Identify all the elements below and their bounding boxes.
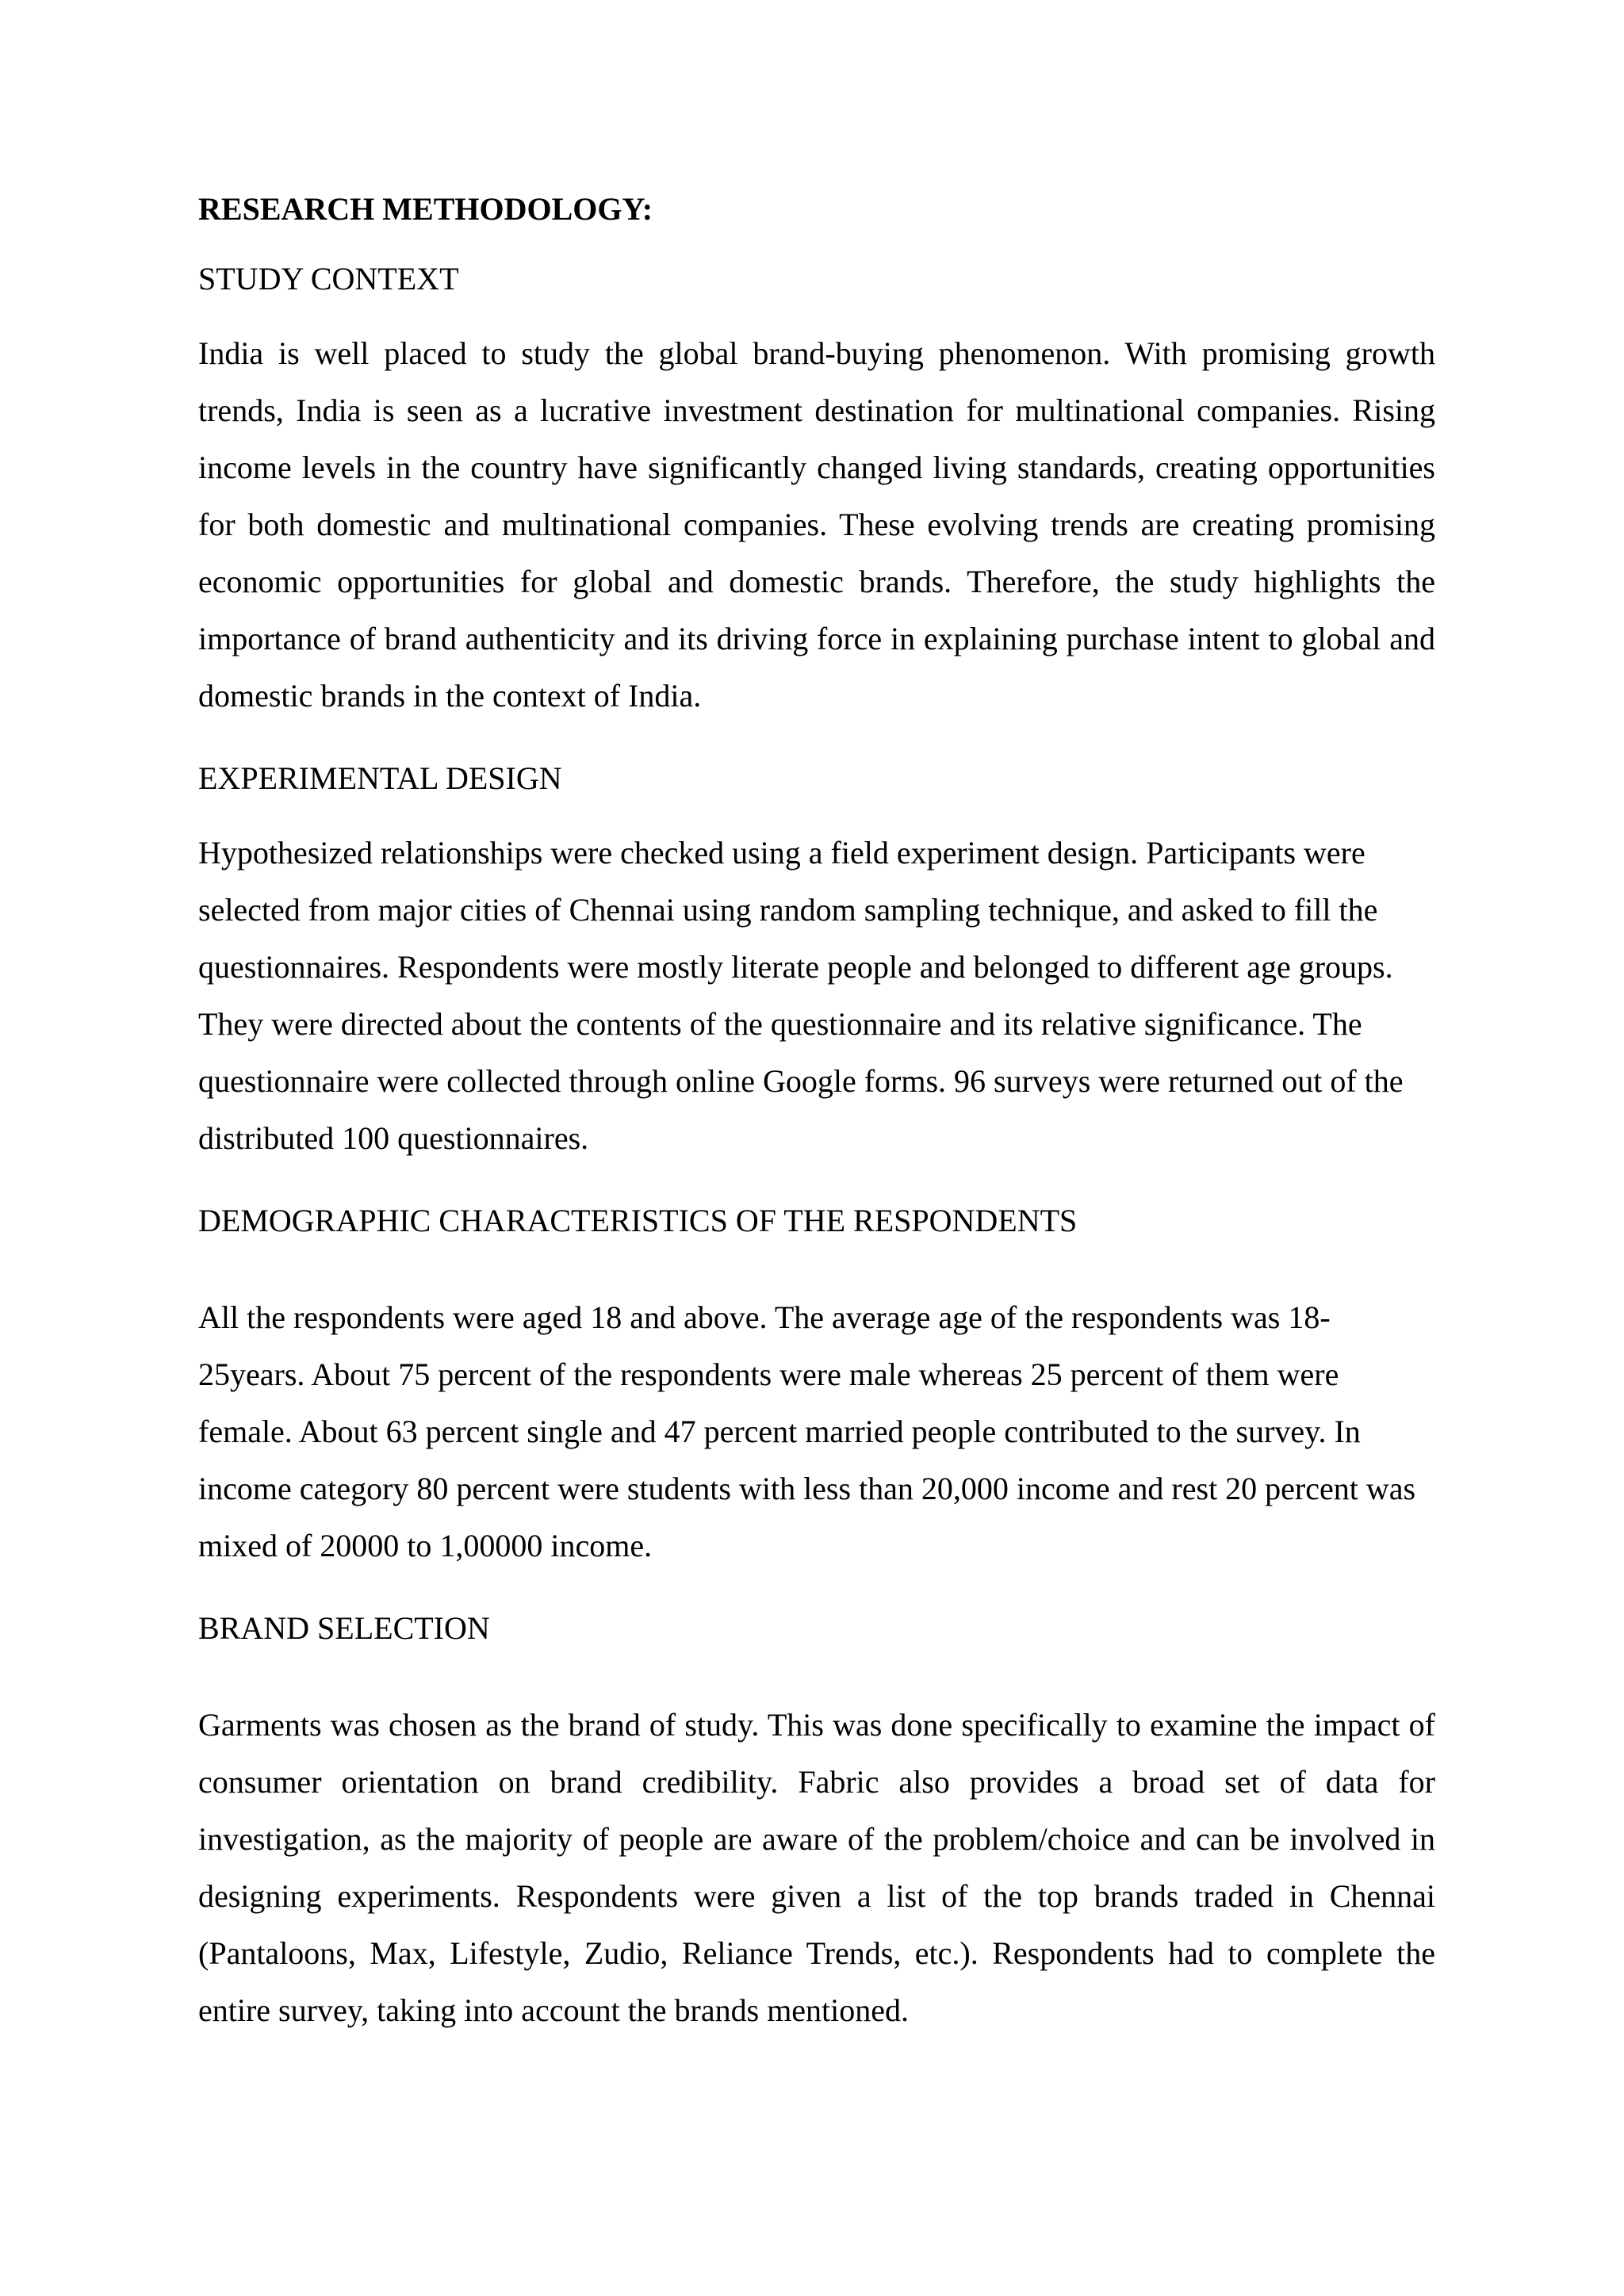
section-study-context (198, 260, 1435, 725)
section-brand-selection (198, 1609, 1435, 2039)
demographics-paragraph: All the respondents were aged 18 and above. The average age of the respondents was 18-25years. About 75 percent of the respondents were male whereas 25 percent of them were female. About 63 percent single and 47 percent married people contributed to the survey. In income category 80 percent were students with less than 20,000 income and rest 20 percent was mixed of 20000 to 1,00000 income. (198, 1299, 1416, 1563)
page-title: RESEARCH METHODOLOGY: (198, 191, 653, 227)
demographics-heading: DEMOGRAPHIC CHARACTERISTICS OF THE RESPONDENTS (198, 1203, 1078, 1238)
brand-selection-heading: BRAND SELECTION (198, 1610, 490, 1646)
document-page (198, 190, 1435, 2074)
brand-selection-paragraph: Garments was chosen as the brand of study. This was done specifically to examine the impact of consumer orientation on brand credibility. Fabric also provides a broad set of data for investigation, as the majority of people are aware of the problem/choice and can be involved in designing experiments. Respondents were given a list of the top brands traded in Chennai (Pantaloons, Max, Lifestyle, Zudio, Reliance Trends, etc.). Respondents had to complete the entire survey, taking into account the brands mentioned. (198, 1707, 1435, 2028)
study-context-paragraph: India is well placed to study the global brand-buying phenomenon. With promising growth trends, India is seen as a lucrative investment destination for multinational companies. Rising income levels in the country have significantly changed living standards, creating opportunities for both domestic and multinational companies. These evolving trends are creating promising economic opportunities for global and domestic brands. Therefore, the study highlights the importance of brand authenticity and its driving force in explaining purchase intent to global and domestic brands in the context of India. (198, 335, 1435, 714)
section-demographics (198, 1202, 1435, 1575)
section-experimental-design (198, 760, 1435, 1167)
experimental-design-paragraph: Hypothesized relationships were checked using a field experiment design. Participants were selected from major cities of Chennai using random sampling technique, and asked to fill the questionnaires. Respondents were mostly literate people and belonged to different age groups. They were directed about the contents of the questionnaire and its relative significance. The questionnaire were collected through online Google forms. 96 surveys were returned out of the distributed 100 questionnaires. (198, 835, 1404, 1156)
study-context-heading: STUDY CONTEXT (198, 261, 459, 297)
experimental-design-heading: EXPERIMENTAL DESIGN (198, 760, 562, 796)
